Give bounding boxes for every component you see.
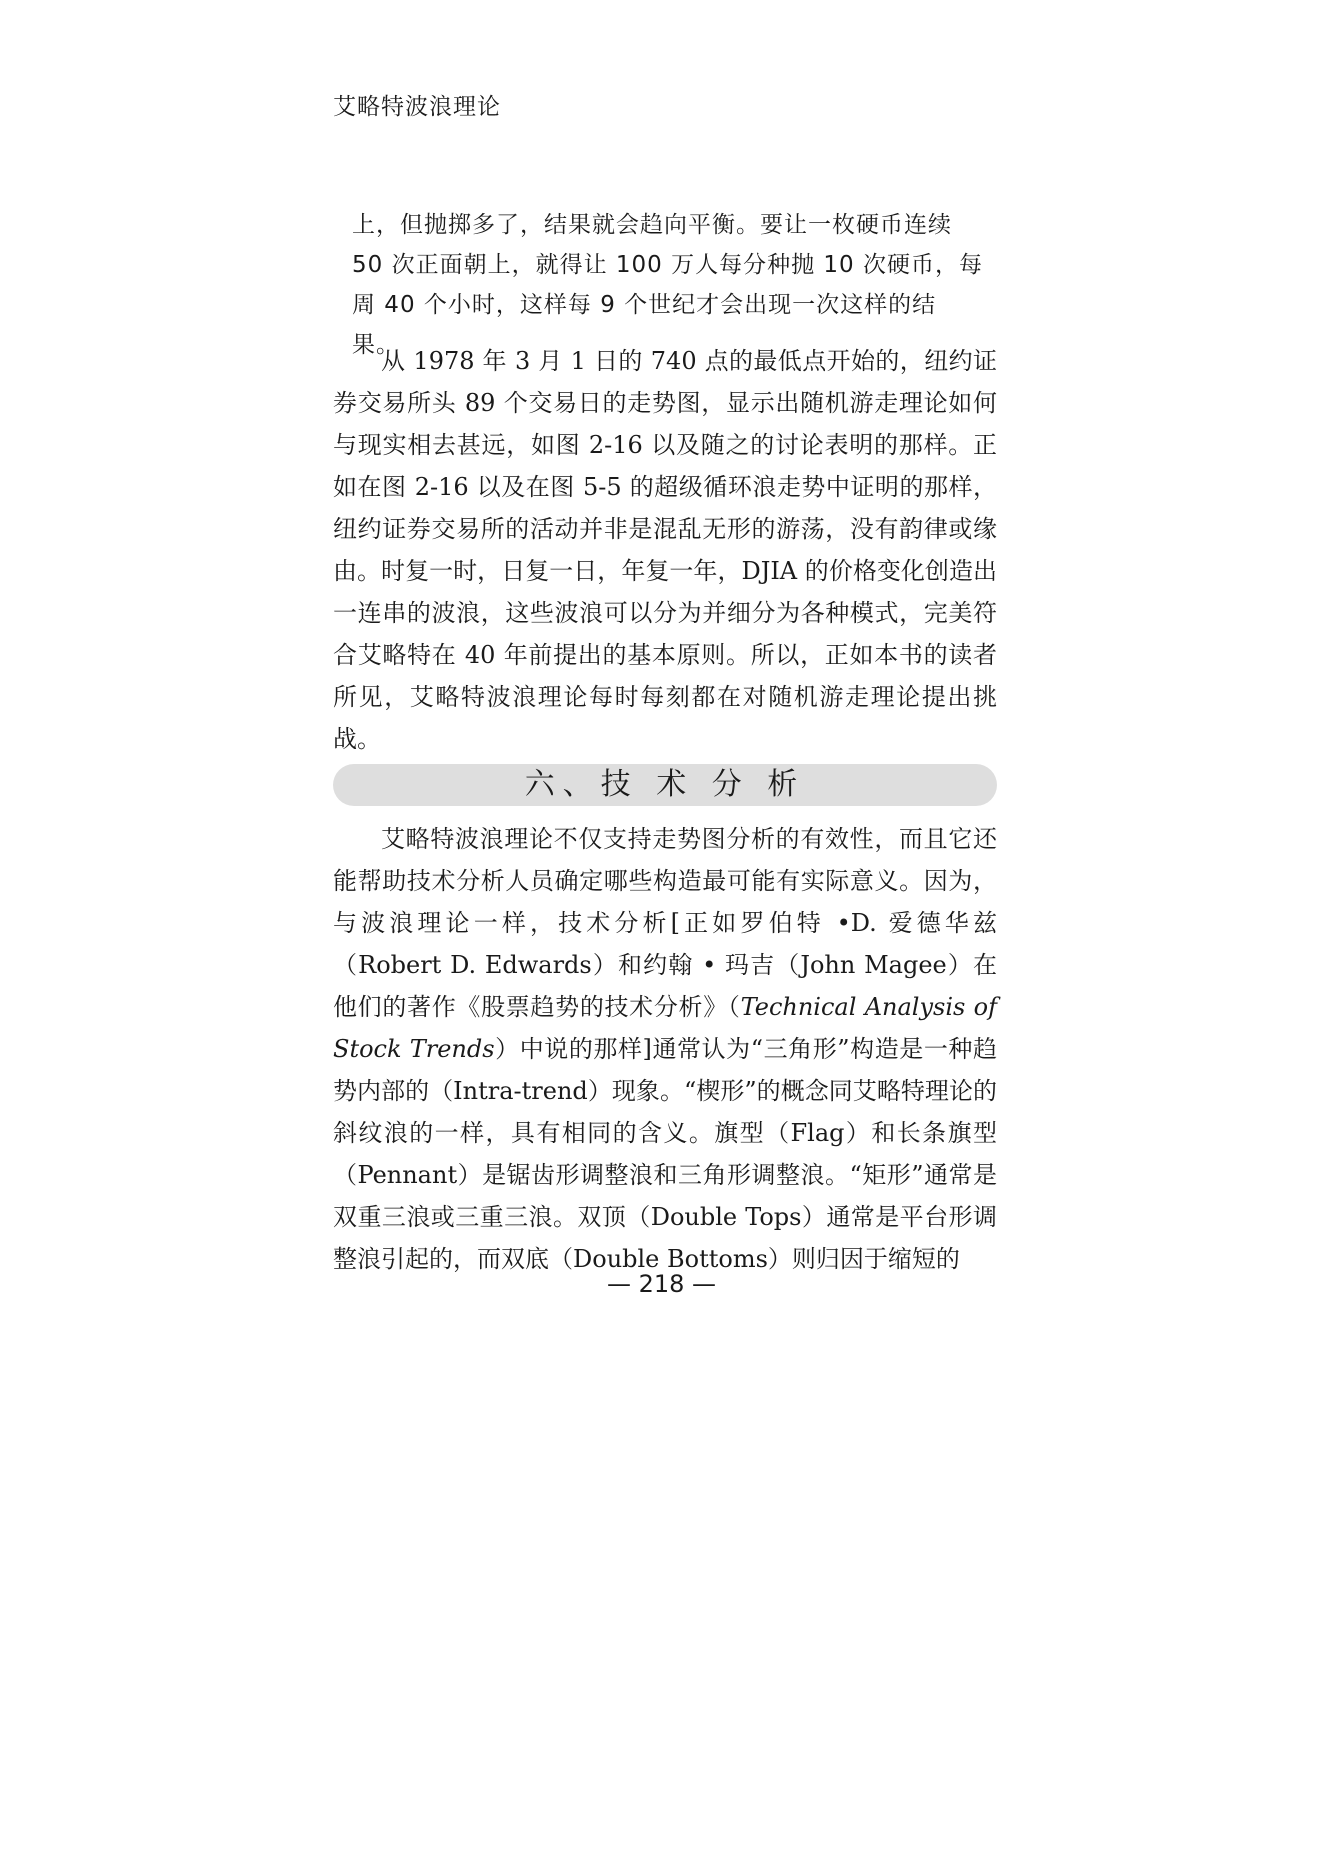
section-heading: 六、技 术 分 析 (333, 764, 997, 806)
paragraph-text (333, 818, 997, 1280)
book-title-italic: Technical Analysis of Stock Trends (333, 993, 997, 1063)
body-paragraph-1 (333, 340, 997, 760)
page-number: — 218 — (606, 1270, 717, 1298)
body-paragraph-2 (333, 818, 997, 1280)
paragraph-text-part-b: ）中说的那样]通常认为“三角形”构造是一种趋势内部的（Intra-trend）现象。“楔形”的概念同艾略特理论的斜纹浪的一样，具有相同的含义。旗型（Flag）和长条旗型（Pennant）是锯齿形调整浪和三角形调整浪。“矩形”通常是双重三浪或三重三浪。双顶（Double Tops）通常是平台形调整浪引起的，而双底（Double Bottoms）则归因于缩短的 (333, 1035, 998, 1273)
running-header: 艾略特波浪理论 (333, 94, 501, 120)
paragraph-text: 从 1978 年 3 月 1 日的 740 点的最低点开始的，纽约证券交易所头 89 个交易日的走势图，显示出随机游走理论如何与现实相去甚远，如图 2-16 以及随之的讨论表明的那样。正如在图 2-16 以及在图 5-5 的超级循环浪走势中证明的那样，纽约证券交易所的活动并非是混乱无形的游荡，没有韵律或缘由。时复一时，日复一日，年复一年，DJIA 的价格变化创造出一连串的波浪，这些波浪可以分为并细分为各种模式，完美符合艾略特在 40 年前提出的基本原则。所以，正如本书的读者所见，艾略特波浪理论每时每刻都在对随机游走理论提出挑战。 (333, 347, 997, 753)
paragraph-text-part-a: 艾略特波浪理论不仅支持走势图分析的有效性，而且它还能帮助技术分析人员确定哪些构造最可能有实际意义。因为，与波浪理论一样，技术分析[正如罗伯特 •D. 爱德华兹（Robert D. Edwards）和约翰 • 玛吉（John Magee）在他们的著作《股票趋势的技术分析》（ (333, 825, 997, 1021)
quoted-passage-text: 上，但抛掷多了，结果就会趋向平衡。要让一枚硬币连续 50 次正面朝上，就得让 100 万人每分种抛 10 次硬币，每周 40 个小时，这样每 9 个世纪才会出现一次这样的结果。 (352, 212, 983, 358)
